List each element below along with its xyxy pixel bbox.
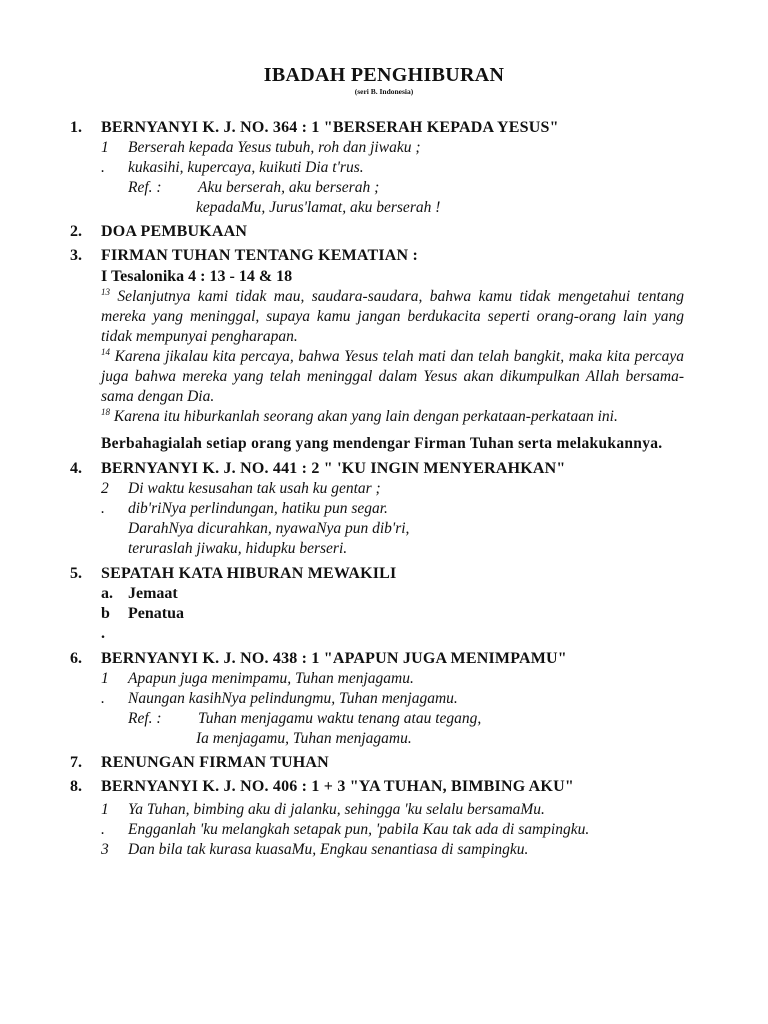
verse-marker: 1	[101, 670, 109, 687]
section-heading: RENUNGAN FIRMAN TUHAN	[101, 754, 329, 771]
verse-marker: 3	[101, 841, 109, 858]
section-number: 7.	[70, 754, 82, 771]
blessing-text: Berbahagialah setiap orang yang mendengar Firman Tuhan serta melakukannya.	[101, 435, 663, 452]
section-heading: BERNYANYI K. J. NO. 438 : 1 "APAPUN JUGA MENIMPAMU"	[101, 650, 567, 667]
verse-marker: 1	[101, 801, 109, 818]
hymn-line	[101, 689, 684, 709]
section-heading: FIRMAN TUHAN TENTANG KEMATIAN :	[101, 247, 419, 264]
section-number: 8.	[70, 778, 82, 795]
list-item	[101, 624, 684, 644]
section-heading: BERNYANYI K. J. NO. 441 : 2 " 'KU INGIN MENYERAHKAN"	[101, 460, 566, 477]
list-item	[101, 604, 684, 624]
item-marker: .	[101, 625, 105, 642]
verse-marker: 2	[101, 480, 109, 497]
hymn-line	[101, 709, 684, 729]
section-heading: DOA PEMBUKAAN	[101, 223, 248, 240]
order-of-service	[70, 117, 684, 860]
verse-number: 13	[101, 287, 110, 297]
hymn-text: Dan bila tak kurasa kuasaMu, Engkau senantiasa di sampingku.	[128, 841, 529, 858]
hymn-text: Ya Tuhan, bimbing aku di jalanku, sehingga 'ku selalu bersamaMu.	[128, 801, 545, 818]
hymn-text: Berserah kepada Yesus tubuh, roh dan jiwaku ;	[128, 139, 421, 156]
section-number: 3.	[70, 247, 82, 264]
section-3	[70, 245, 684, 454]
hymn-text: kepadaMu, Jurus'lamat, aku berserah !	[196, 199, 441, 216]
refrain-label: Ref. :	[128, 179, 162, 196]
hymn-text: dib'riNya perlindungan, hatiku pun segar.	[128, 500, 388, 517]
section-heading: BERNYANYI K. J. NO. 364 : 1 "BERSERAH KEPADA YESUS"	[101, 119, 559, 136]
section-number: 6.	[70, 650, 82, 667]
section-5	[70, 563, 684, 644]
item-text	[128, 624, 684, 644]
section-4	[70, 458, 684, 559]
item-marker: b	[101, 605, 110, 622]
item-text: Jemaat	[128, 585, 178, 602]
section-number: 1.	[70, 119, 82, 136]
section-heading: SEPATAH KATA HIBURAN MEWAKILI	[101, 565, 397, 582]
section-8	[70, 776, 684, 860]
hymn-text: DarahNya dicurahkan, nyawaNya pun dib'ri,	[128, 520, 410, 537]
section-number: 5.	[70, 565, 82, 582]
hymn-text: Di waktu kesusahan tak usah ku gentar ;	[128, 480, 381, 497]
verse-marker: .	[101, 500, 105, 517]
section-2	[70, 221, 684, 242]
hymn-line	[101, 178, 684, 198]
section-heading: BERNYANYI K. J. NO. 406 : 1 + 3 "YA TUHAN, BIMBING AKU"	[101, 778, 574, 795]
hymn-line	[101, 138, 684, 158]
section-number: 2.	[70, 223, 82, 240]
hymn-text: Tuhan menjagamu waktu tenang atau tegang,	[198, 710, 482, 727]
hymn-line	[101, 669, 684, 689]
item-marker: a.	[101, 585, 113, 602]
section-6	[70, 648, 684, 749]
verse-marker: 1	[101, 139, 109, 156]
section-number: 4.	[70, 460, 82, 477]
hymn-text: Apapun juga menimpamu, Tuhan menjagamu.	[128, 670, 414, 687]
hymn-line	[101, 539, 684, 559]
scripture-verse	[101, 287, 684, 347]
verse-text: Karena itu hiburkanlah seorang akan yang lain dengan perkataan-perkataan ini.	[113, 408, 618, 425]
verse-number: 14	[101, 347, 110, 357]
hymn-text: Engganlah 'ku melangkah setapak pun, 'pabila Kau tak ada di sampingku.	[128, 821, 590, 838]
hymn-line	[101, 820, 684, 840]
hymn-text: teruraslah jiwaku, hidupku berseri.	[128, 540, 348, 557]
verse-text: Selanjutnya kami tidak mau, saudara-saudara, bahwa kamu tidak mengetahui tentang mereka yang meninggal, supaya kamu jangan berdukacita seperti orang-orang lain yang tidak mempunyai pengharapan.	[101, 288, 684, 345]
list-item	[101, 584, 684, 604]
hymn-line	[101, 840, 684, 860]
hymn-line	[101, 519, 684, 539]
verse-number: 18	[101, 407, 110, 417]
verse-text: Karena jikalau kita percaya, bahwa Yesus telah mati dan telah bangkit, maka kita percaya juga bahwa mereka yang telah meninggal dalam Yesus akan dikumpulkan Allah bersama-sama dengan Dia.	[101, 348, 684, 405]
scripture-verse	[101, 347, 684, 407]
hymn-line	[101, 499, 684, 519]
scripture-reference: I Tesalonika 4 : 13 - 14 & 18	[101, 268, 293, 285]
hymn-line	[101, 479, 684, 499]
scripture-verse	[101, 407, 684, 427]
verse-marker: .	[101, 159, 105, 176]
hymn-text: Aku berserah, aku berserah ;	[198, 179, 380, 196]
refrain-label: Ref. :	[128, 710, 162, 727]
hymn-text: kukasihi, kupercaya, kuikuti Dia t'rus.	[128, 159, 364, 176]
hymn-line	[101, 800, 684, 820]
hymn-text: Naungan kasihNya pelindungmu, Tuhan menjagamu.	[128, 690, 458, 707]
hymn-line	[101, 198, 684, 218]
page-title: IBADAH PENGHIBURAN	[263, 64, 505, 86]
section-1	[70, 117, 684, 218]
hymn-line	[101, 158, 684, 178]
verse-marker: .	[101, 821, 105, 838]
hymn-line	[101, 729, 684, 749]
hymn-text: Ia menjagamu, Tuhan menjagamu.	[196, 730, 412, 747]
item-text: Penatua	[128, 605, 184, 622]
page-subtitle: (seri B. Indonesia)	[354, 87, 414, 96]
section-7	[70, 752, 684, 773]
verse-marker: .	[101, 690, 105, 707]
